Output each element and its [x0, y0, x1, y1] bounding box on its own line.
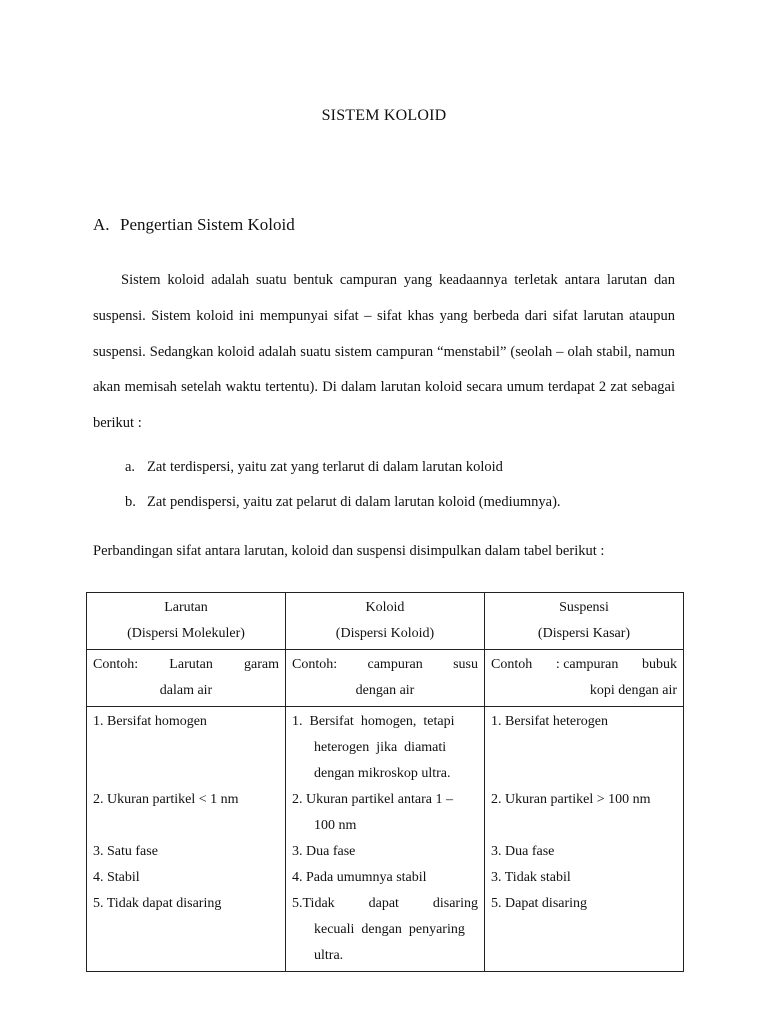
property-item: 1. Bersifat heterogen: [491, 714, 609, 729]
intro-paragraph: [93, 263, 675, 442]
property-item: 100 nm: [314, 818, 357, 833]
example-label: Contoh:: [93, 657, 139, 672]
property-item: 4. Pada umumnya stabil: [292, 870, 427, 885]
list-item: [125, 494, 561, 511]
list-item: [125, 459, 503, 476]
property-item: 3. Dua fase: [292, 844, 356, 859]
header-larutan: [87, 593, 286, 650]
header-name: Suspensi: [559, 600, 609, 615]
example-koloid: [286, 650, 485, 707]
header-name: Larutan: [164, 600, 208, 615]
header-name: Koloid: [365, 600, 405, 615]
list-text: Zat pendispersi, yaitu zat pelarut di dalam larutan koloid (mediumnya).: [147, 494, 561, 510]
property-item: 3. Tidak stabil: [491, 870, 571, 885]
property-word: disaring: [432, 896, 478, 911]
page-title: SISTEM KOLOID: [321, 107, 447, 124]
list-text: Zat terdispersi, yaitu zat yang terlarut di dalam larutan koloid: [147, 459, 503, 475]
intro-paragraph-text: Sistem koloid adalah suatu bentuk campuran yang keadaannya terletak antara larutan dan suspensi. Sistem koloid ini mempunyai sifat – sifat khas yang berbeda dari sifat larutan ataupun suspensi. Sedangkan koloid adalah suatu sistem campuran “menstabil” (seolah – olah stabil, namun akan memisah setelah waktu tertentu). Di dalam larutan koloid secara umum terdapat 2 zat sebagai berikut :: [93, 272, 675, 432]
example-word: campuran: [367, 657, 423, 672]
properties-suspensi: [485, 707, 684, 972]
section-heading: [93, 215, 295, 235]
example-suspensi: [485, 650, 684, 707]
property-item: heterogen jika diamati: [314, 740, 447, 755]
properties-larutan: [87, 707, 286, 972]
example-label: Contoh: [491, 657, 533, 672]
example-word: : campuran: [555, 657, 619, 672]
property-item: 3. Dua fase: [491, 844, 555, 859]
property-item: 1. Bersifat homogen: [93, 714, 207, 729]
property-item: dengan mikroskop ultra.: [314, 766, 451, 781]
example-line: dalam air: [159, 683, 213, 698]
table-row-properties: [87, 707, 684, 972]
property-item: [292, 891, 478, 917]
property-item: 5. Dapat disaring: [491, 896, 588, 911]
header-koloid: [286, 593, 485, 650]
list-marker: b.: [125, 494, 136, 510]
property-item: 2. Ukuran partikel antara 1 –: [292, 792, 453, 807]
section-title: Pengertian Sistem Koloid: [120, 215, 295, 234]
list-marker: a.: [125, 459, 136, 475]
property-word: 5.Tidak: [292, 896, 335, 911]
example-label: Contoh:: [292, 657, 338, 672]
header-sub: (Dispersi Kasar): [537, 626, 631, 641]
property-item: 1. Bersifat homogen, tetapi: [292, 714, 455, 729]
table-row-examples: [87, 650, 684, 707]
table-header-row: [87, 593, 684, 650]
example-word: Larutan: [169, 657, 213, 672]
header-sub: (Dispersi Molekuler): [127, 626, 245, 641]
properties-koloid: [286, 707, 485, 972]
example-line: dengan air: [355, 683, 415, 698]
property-word: dapat: [368, 896, 399, 911]
example-word: garam: [244, 657, 279, 672]
header-suspensi: [485, 593, 684, 650]
property-item: 3. Satu fase: [93, 844, 158, 859]
property-item: ultra.: [314, 948, 344, 963]
example-word: susu: [453, 657, 478, 672]
table-intro: Perbandingan sifat antara larutan, koloid dan suspensi disimpulkan dalam tabel berikut :: [93, 543, 605, 559]
property-item: 2. Ukuran partikel > 100 nm: [491, 792, 651, 807]
comparison-table: [86, 592, 684, 972]
section-number: A.: [93, 215, 110, 234]
property-item: kecuali dengan penyaring: [314, 922, 465, 937]
example-word: bubuk: [641, 657, 677, 672]
property-item: 5. Tidak dapat disaring: [93, 896, 222, 911]
property-item: 2. Ukuran partikel < 1 nm: [93, 792, 239, 807]
example-larutan: [87, 650, 286, 707]
header-sub: (Dispersi Koloid): [335, 626, 435, 641]
property-item: 4. Stabil: [93, 870, 140, 885]
example-line: kopi dengan air: [589, 683, 677, 698]
